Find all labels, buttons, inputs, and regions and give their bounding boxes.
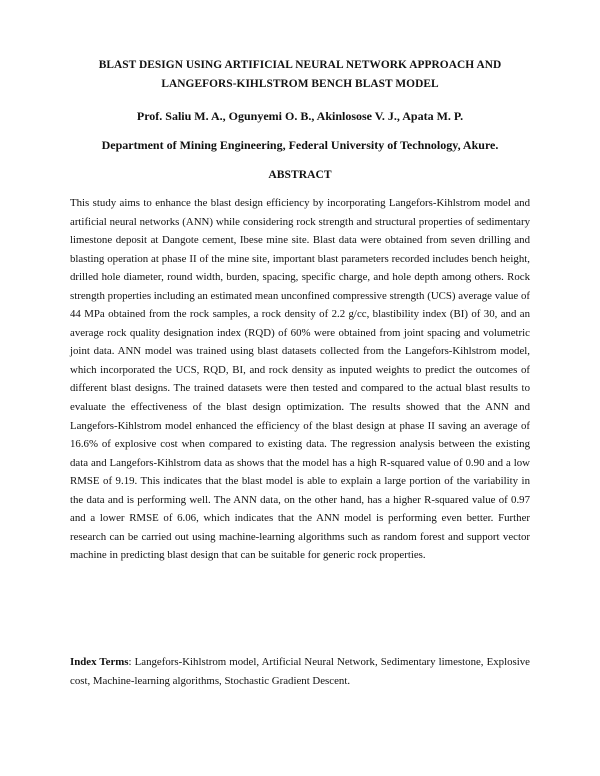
index-terms-list: Langefors-Kihlstrom model, Artificial Neural Network, Sedimentary limestone, Explosive cost, Machine-learning algorithms, Stochastic Gradient Descent. (70, 656, 530, 687)
index-terms-label: Index Terms (70, 656, 129, 668)
abstract-heading: ABSTRACT (268, 168, 332, 181)
index-terms (70, 653, 530, 691)
paper-title-line-1: BLAST DESIGN USING ARTIFICIAL NEURAL NETWORK APPROACH AND (98, 59, 502, 71)
affiliation: Department of Mining Engineering, Federal University of Technology, Akure. (101, 138, 499, 152)
author-list: Prof. Saliu M. A., Ogunyemi O. B., Akinlosose V. J., Apata M. P. (136, 109, 464, 123)
index-terms-separator: : (128, 656, 135, 668)
paper-title (60, 56, 540, 94)
paper-title-line-2: LANGEFORS-KIHLSTROM BENCH BLAST MODEL (161, 78, 439, 90)
abstract-body: This study aims to enhance the blast design efficiency by incorporating Langefors-Kihlstrom model and artificial neural networks (ANN) while considering rock strength and structural properties of sedimentary limestone deposit at Dangote cement, Ibese mine site. Blast data were obtained from seven drilling and blasting operation at phase II of the mine site, important blast parameters recorded includes bench height, drilled hole diameter, round width, burden, spacing, specific charge, and hole depth among others. Rock strength properties including an estimated mean unconfined compressive strength (UCS) average value of 44 MPa obtained from the rock samples, a rock density of 2.2 g/cc, blastibility index (BI) of 30, and an average rock quality designation index (RQD) of 60% were obtained from joint spacing and volumetric joint data. ANN model was trained using blast datasets collected from the Langefors-Kihlstrom model, which incorporated the UCS, RQD, BI, and rock density as inputed weights to predict the outcomes of different blast designs. The trained datasets were then tested and compared to the actual blast results to evaluate the effectiveness of the blast design optimization. The results showed that the ANN and Langefors-Kihlstrom model enhanced the efficiency of the blast design at phase II saving an average of 16.6% of explosive cost when compared to existing data. The regression analysis between the existing data and Langefors-Kihlstrom data as shows that the model has a high R-squared value of 0.90 and a low RMSE of 9.19. This indicates that the blast model is able to explain a large portion of the variability in the data and is performing well. The ANN data, on the other hand, has a higher R-squared value of 0.97 and a lower RMSE of 6.06, which indicates that the ANN model is performing even better. Further research can be carried out using machine-learning algorithms such as random forest and support vector machine in predicting blast design that can be suitable for generic rock properties. (70, 197, 530, 562)
